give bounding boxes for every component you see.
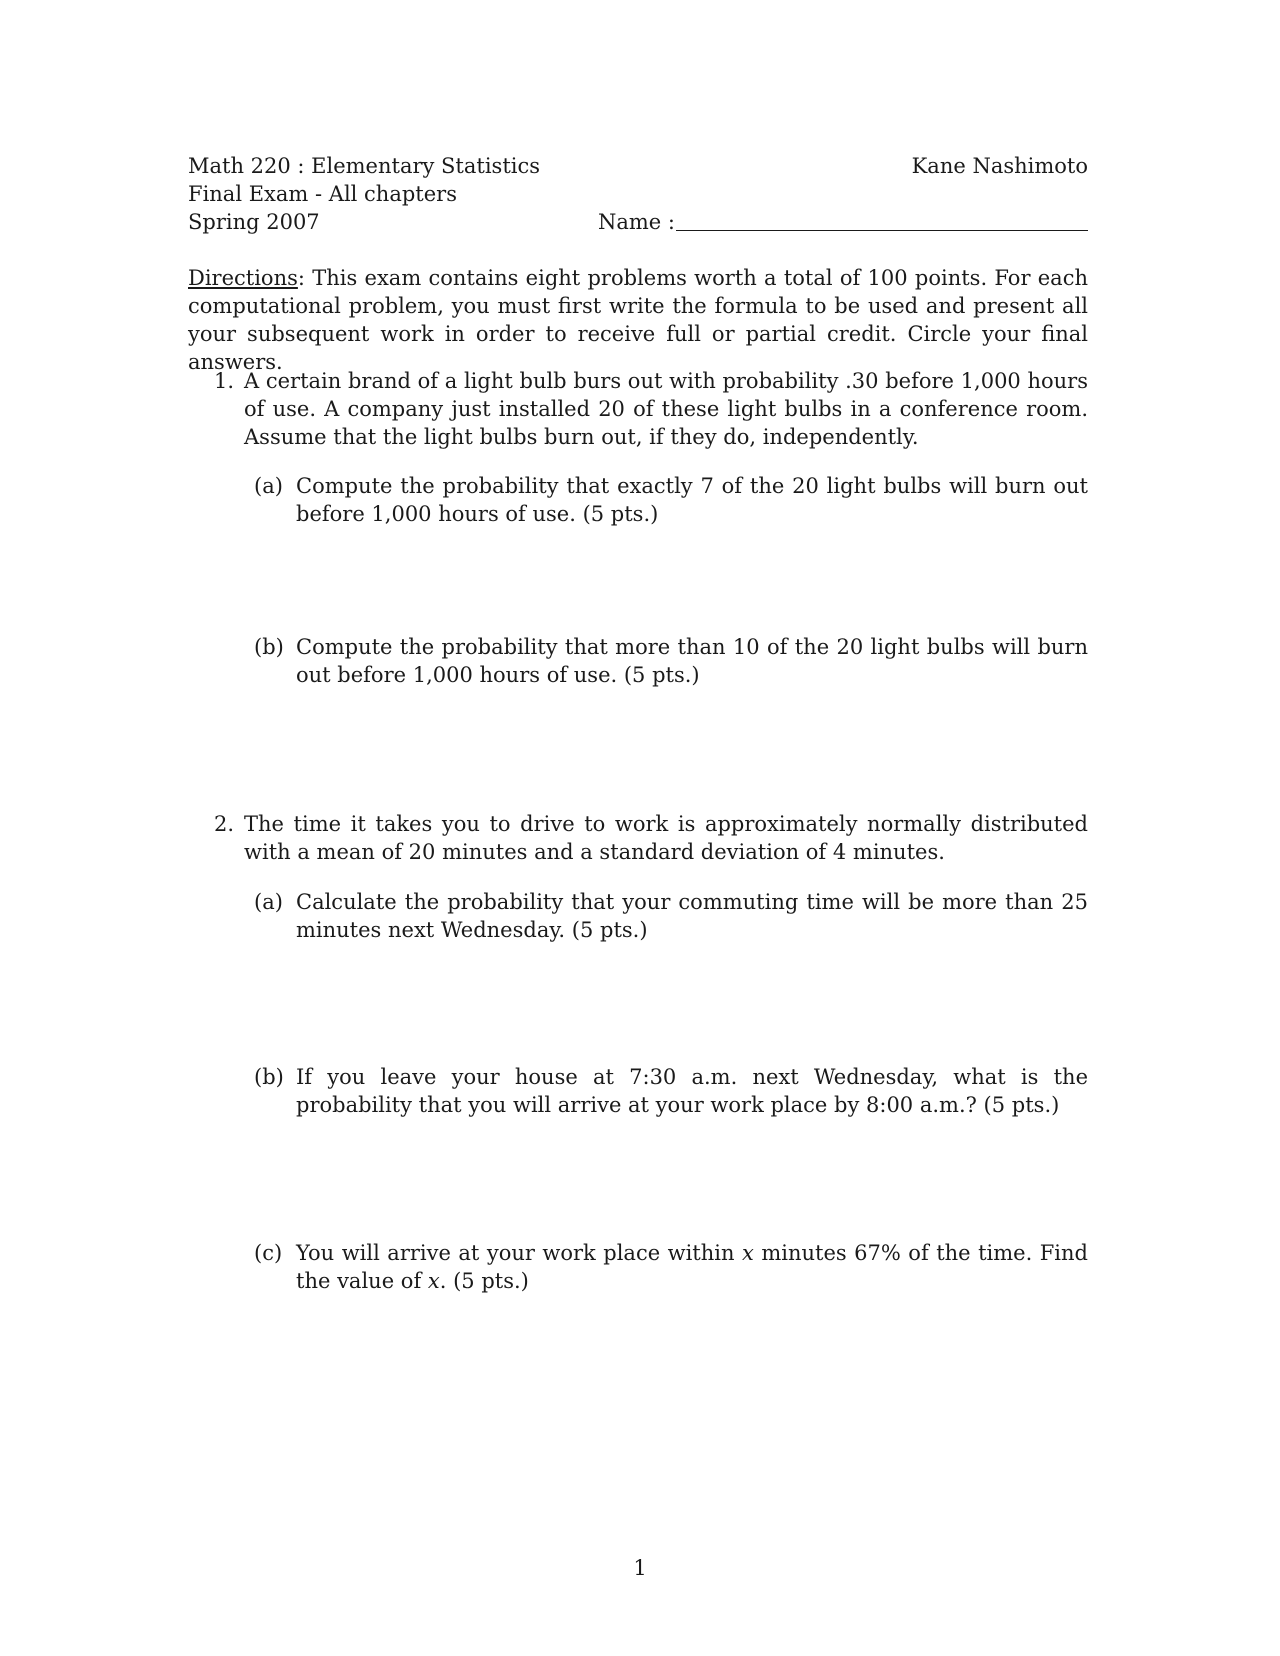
part-label: (b) [254, 635, 284, 659]
directions [188, 264, 1088, 376]
part-text-segment: You will arrive at your work place within [296, 1241, 742, 1265]
directions-text: : This exam contains eight problems worth a total of 100 points. For each computational problem, you must first write the formula to be used and present all your subsequent work in order to receive full or partial credit. Circle your final answers. [188, 266, 1088, 374]
problem-1-part-b [188, 633, 1088, 689]
name-label: Name : [598, 210, 675, 234]
part-label: (a) [254, 890, 283, 914]
exam-term: Spring 2007 [188, 210, 320, 234]
part-label: (c) [254, 1241, 283, 1265]
author-name: Kane Nashimoto [911, 154, 1088, 178]
problem-text: A certain brand of a light bulb burs out with probability .30 before 1,000 hours of use. A company just installed 20 of these light bulbs in a conference room. Assume that the light bulbs burn out, if they do, independently. [244, 369, 1088, 449]
problem-2-part-c [188, 1239, 1088, 1295]
problem-1-part-a [188, 472, 1088, 528]
part-text: Compute the probability that exactly 7 of the 20 light bulbs will burn out before 1,000 hours of use. (5 pts.) [296, 474, 1088, 526]
part-label: (a) [254, 474, 283, 498]
part-text: Calculate the probability that your commuting time will be more than 25 minutes next Wednesday. (5 pts.) [296, 890, 1088, 942]
problem-text: The time it takes you to drive to work is approximately normally distributed with a mean of 20 minutes and a standard deviation of 4 minutes. [244, 812, 1088, 864]
problem-2 [188, 810, 1088, 866]
problem-2-part-b [188, 1063, 1088, 1119]
problem-2-part-a [188, 888, 1088, 944]
variable-x: x [427, 1269, 440, 1293]
name-line[interactable] [676, 230, 1088, 231]
part-text-segment: minutes 67% of the time. Find the value of [296, 1241, 1088, 1293]
part-text-segment: . (5 pts.) [439, 1269, 529, 1293]
directions-label: Directions [188, 266, 298, 290]
problem-number: 2. [214, 812, 235, 836]
problem-number: 1. [214, 369, 235, 393]
variable-x: x [742, 1241, 754, 1265]
part-text [296, 1239, 1088, 1295]
problem-1 [188, 367, 1088, 451]
course-title: Math 220 : Elementary Statistics [188, 154, 541, 178]
part-text: Compute the probability that more than 10 of the 20 light bulbs will burn out before 1,000 hours of use. (5 pts.) [296, 635, 1088, 687]
exam-title: Final Exam - All chapters [188, 182, 457, 206]
part-label: (b) [254, 1065, 284, 1089]
part-text: If you leave your house at 7:30 a.m. next Wednesday, what is the probability that you will arrive at your work place by 8:00 a.m.? (5 pts.) [296, 1065, 1088, 1117]
page-number: 1 [633, 1556, 647, 1580]
